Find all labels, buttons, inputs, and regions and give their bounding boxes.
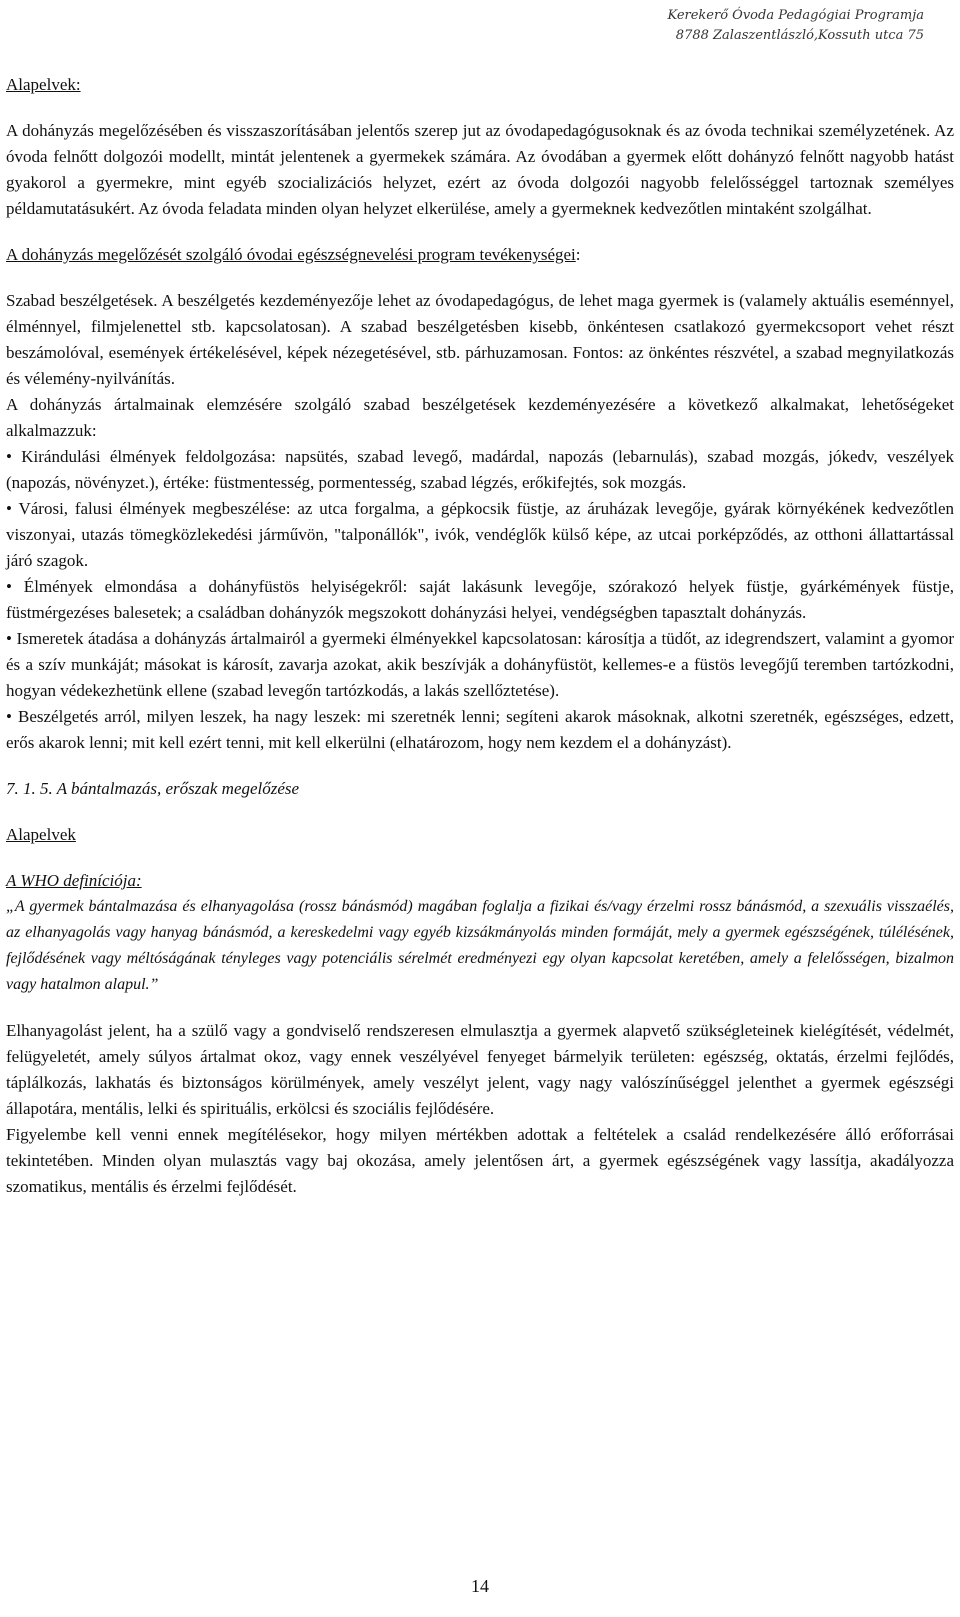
- bullet-item: • Beszélgetés arról, milyen leszek, ha nagy leszek: mi szeretnék lenni; segíteni akarok másoknak, alkotni szeretnék, egészséges, edzett, erős akarok lenni; mit kell ezért tenni, mit kell elkerülni (elhatározom, hogy nem kezdem el a dohányzást).: [6, 707, 954, 752]
- paragraph-neglect: Elhanyagolást jelent, ha a szülő vagy a gondviselő rendszeresen elmulasztja a gyermek alapvető szükségleteinek kielégítését, védelmét, felügyeletét, amely súlyos ártalmat okoz, vagy ennek veszélyével fenyeget bármelyik területen: egészség, oktatás, érzelmi fejlődés, táplálkozás, lakhatás és biztonságos körülmények, amely veszélyt jelent, vagy nagy valószínűséggel jelenthet a gyermek egészségi állapotára, mentális, lelki és spirituális, erkölcsi és szociális fejlődésére.: [6, 1021, 954, 1118]
- bullet-item: • Kirándulási élmények feldolgozása: napsütés, szabad levegő, madárdal, napozás (lebarnulás), szabad mozgás, jókedv, veszélyek (napozás, növényzet.), értéke: füstmentesség, pormentesség, szabad légzés, erőkifejtés, sok mozgás.: [6, 447, 954, 492]
- paragraph-role-of-staff: A dohányzás megelőzésében és visszaszorításában jelentős szerep jut az óvodapedagógusoknak és az óvoda technikai személyzetének. Az óvoda felnőtt dolgozói modellt, mintát jelentenek a gyermekek számára. Az óvodában a gyermek előtt dohányzó felnőtt nagyobb hatást gyakorol a gyermekre, mint egyéb szocializációs helyzet, ezért az óvoda dolgozói nagyobb felelősséggel tartoznak személyes példamutatásukért. Az óvoda feladata minden olyan helyzet elkerülése, amely a gyermeknek kedvezőtlen mintaként szolgálhat.: [6, 121, 954, 218]
- program-heading: [6, 242, 954, 268]
- program-heading-text: A dohányzás megelőzését szolgáló óvodai egészségnevelési program tevékenységei: [6, 245, 576, 264]
- document-body: [6, 72, 954, 1200]
- bullet-item: • Élmények elmondása a dohányfüstös helyiségekről: saját lakásunk levegője, szórakozó helyek füstje, gyárkémények füstje, füstmérgezéses balesetek; a családban dohányzók megszokott dohányzási helyei, vendégségben tapasztalt dohányzás.: [6, 577, 954, 622]
- principles-heading-2: Alapelvek: [6, 825, 76, 844]
- who-definition-label: A WHO definíciója:: [6, 871, 142, 890]
- page-header: [667, 6, 924, 46]
- header-title: Kerekerő Óvoda Pedagógiai Programja: [667, 8, 924, 23]
- bullet-item: • Ismeretek átadása a dohányzás ártalmairól a gyermeki élményekkel kapcsolatosan: károsítja a tüdőt, az idegrendszert, valamint a gyomor és a szív munkáját; másokat is károsít, zavarja azokat, akik beszívják a dohányfüstöt, kellemes-e a füstös levegőjű teremben tartózkodni, hogyan védekezhetünk ellene (szabad levegőn tartózkodás, a lakás szellőztetése).: [6, 629, 954, 700]
- paragraph-occasions-intro: A dohányzás ártalmainak elemzésére szolgáló szabad beszélgetések kezdeményezésére a következő alkalmakat, lehetőségeket alkalmazzuk:: [6, 395, 954, 440]
- paragraph-consideration: Figyelembe kell venni ennek megítélésekor, hogy milyen mértékben adottak a feltételek a család rendelkezésére álló erőforrásai tekintetében. Minden olyan mulasztás vagy baj okozása, amely jelentősen árt, a gyermek egészségének vagy lassítja, akadályozza szomatikus, mentális és érzelmi fejlődését.: [6, 1125, 954, 1196]
- header-address: 8788 Zalaszentlászló,Kossuth utca 75: [675, 28, 924, 43]
- program-heading-colon: :: [575, 245, 581, 264]
- section-title: 7. 1. 5. A bántalmazás, erőszak megelőzése: [6, 779, 300, 798]
- bullet-item: • Városi, falusi élmények megbeszélése: az utca forgalma, a gépkocsik füstje, az áruházak levegője, gyárak környékének kedvezőtlen viszonyai, utazás tömegközlekedési járművön, "talponállók", ivók, vendéglők külső képe, az utcai porképződés, az otthoni állattartással járó szagok.: [6, 499, 954, 570]
- who-definition-quote: „A gyermek bántalmazása és elhanyagolása (rossz bánásmód) magában foglalja a fizikai és/vagy érzelmi rossz bánásmód, a szexuális visszaélés, az elhanyagolás vagy hanyag bánásmód, a kereskedelmi vagy egyéb kizsákmányolás minden formáját, mely a gyermek egészségének, túlélésének, fejlődésének vagy méltóságának tényleges vagy potenciális sérelmét eredményezi egy olyan kapcsolat keretében, amely a felelősségen, bizalmon vagy hatalmon alapul.”: [6, 898, 954, 993]
- page-number: 14: [471, 1576, 489, 1596]
- principles-heading: Alapelvek:: [6, 75, 81, 94]
- paragraph-free-conversations: Szabad beszélgetések. A beszélgetés kezdeményezője lehet az óvodapedagógus, de lehet maga gyermek is (valamely aktuális eseménnyel, élménnyel, filmjelenettel stb. kapcsolatosan). A szabad beszélgetésben kisebb, önkéntesen csatlakozó gyermekcsoport vehet részt beszámolóval, események értékelésével, képek nézegetésével, stb. párhuzamosan. Fontos: az önkéntes részvétel, a szabad megnyilatkozás és vélemény-nyilvánítás.: [6, 291, 954, 388]
